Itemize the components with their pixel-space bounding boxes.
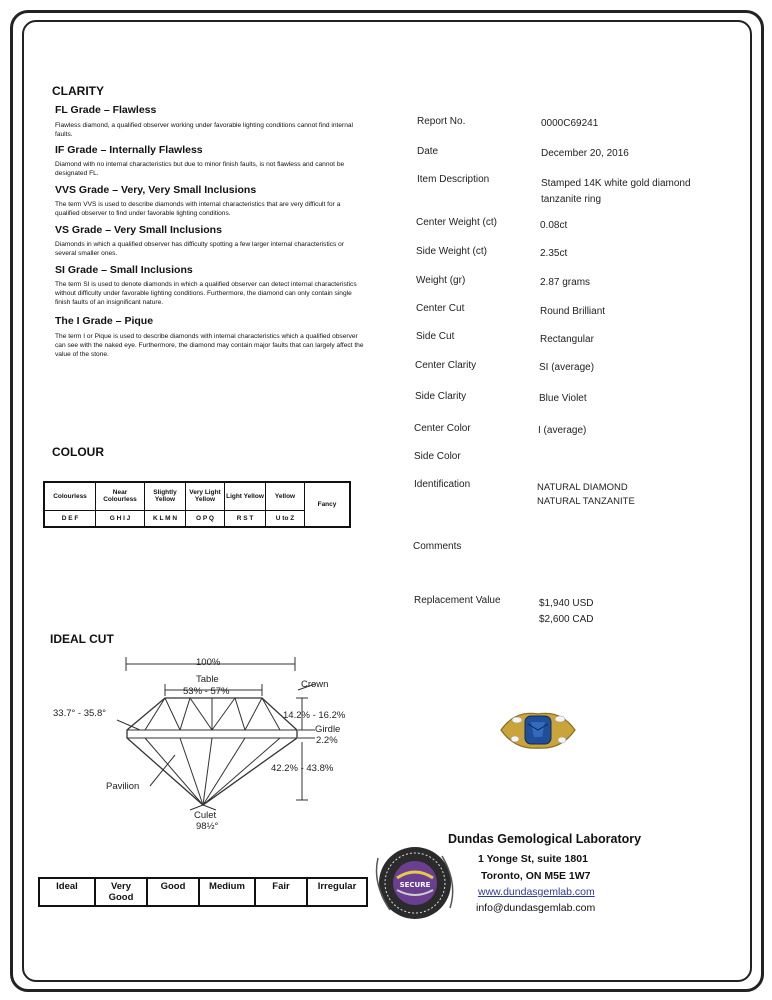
field-label-side-cut: Side Cut bbox=[416, 331, 455, 342]
cut-grade-cell: Ideal bbox=[39, 878, 95, 906]
ring-photo bbox=[495, 700, 581, 756]
seal-text: SECURE bbox=[399, 881, 431, 889]
cut-grade-cell: Good bbox=[147, 878, 199, 906]
colour-col-name: Near Colourless bbox=[96, 482, 145, 510]
clarity-grade-vvs-title: VVS Grade – Very, Very Small Inclusions bbox=[55, 184, 257, 196]
field-value-report-no: 0000C69241 bbox=[541, 118, 599, 129]
field-label-report-no: Report No. bbox=[417, 116, 466, 127]
field-label-center-clarity: Center Clarity bbox=[415, 360, 477, 371]
lab-address-1: 1 Yonge St, suite 1801 bbox=[478, 853, 588, 865]
cut-grade-cell: Fair bbox=[255, 878, 307, 906]
field-label-center-color: Center Color bbox=[414, 423, 471, 434]
field-label-weight: Weight (gr) bbox=[416, 275, 466, 286]
colour-col-codes: K L M N bbox=[145, 510, 186, 527]
field-value-date: December 20, 2016 bbox=[541, 148, 629, 159]
lab-website-link[interactable]: www.dundasgemlab.com bbox=[478, 886, 595, 898]
field-value-identification-2: NATURAL TANZANITE bbox=[537, 496, 635, 507]
clarity-grade-vs-title: VS Grade – Very Small Inclusions bbox=[55, 224, 222, 236]
clarity-grade-if-title: IF Grade – Internally Flawless bbox=[55, 144, 203, 156]
diagram-crown-angle: 33.7° - 35.8° bbox=[53, 708, 107, 719]
field-label-side-clarity: Side Clarity bbox=[415, 391, 467, 402]
field-label-center-cut: Center Cut bbox=[416, 303, 465, 314]
colour-col-name: Very Light Yellow bbox=[186, 482, 225, 510]
field-value-center-weight: 0.08ct bbox=[540, 220, 568, 231]
cut-grade-cell: Very Good bbox=[95, 878, 147, 906]
clarity-grade-si-text: The term SI is used to denote diamonds in which a qualified observer can detect internal characteristics without difficulty under favorable lighting conditions. Furthermore, the diamond can only contain single finish faults of an insignificant nature. bbox=[55, 281, 357, 306]
lab-name: Dundas Gemological Laboratory bbox=[448, 832, 642, 846]
colour-heading: COLOUR bbox=[52, 445, 104, 459]
field-value-side-cut: Rectangular bbox=[540, 334, 594, 345]
lab-email[interactable]: info@dundasgemlab.com bbox=[476, 902, 596, 914]
diagram-crown-height: 14.2% - 16.2% bbox=[283, 710, 346, 721]
clarity-grade-vs-text: Diamonds in which a qualified observer has difficulty spotting a few larger internal characteristics or several smaller ones. bbox=[55, 241, 345, 257]
colour-col-name: Light Yellow bbox=[225, 482, 266, 510]
field-value-replacement-cad: $2,600 CAD bbox=[539, 614, 594, 625]
field-value-side-weight: 2.35ct bbox=[540, 248, 568, 259]
field-label-date: Date bbox=[417, 146, 439, 157]
field-label-side-weight: Side Weight (ct) bbox=[416, 246, 487, 257]
field-label-replacement-value: Replacement Value bbox=[414, 595, 501, 606]
cut-grade-table bbox=[38, 877, 368, 907]
clarity-grade-fl-text: Flawless diamond, a qualified observer working under favorable lighting conditions cannot find internal faults. bbox=[55, 122, 353, 138]
field-label-item-description: Item Description bbox=[417, 174, 490, 185]
field-label-side-color: Side Color bbox=[414, 451, 461, 462]
colour-col-codes: G H I J bbox=[96, 510, 145, 527]
diagram-pavilion-label: Pavilion bbox=[106, 781, 140, 792]
lab-seal-logo bbox=[370, 838, 460, 928]
diagram-crown-label: Crown bbox=[301, 679, 329, 690]
cut-grade-cell: Irregular bbox=[307, 878, 367, 906]
colour-col-name: Fancy bbox=[305, 482, 351, 527]
colour-col-codes: D E F bbox=[44, 510, 96, 527]
field-value-center-cut: Round Brilliant bbox=[540, 306, 606, 317]
field-value-weight: 2.87 grams bbox=[540, 277, 591, 288]
clarity-grade-i-text: The term I or Pique is used to describe diamonds with internal characteristics which a qualified observer can see with the naked eye. Furthermore, the diamond may contain major faults that can largely affect the value of the stone. bbox=[55, 333, 364, 358]
colour-col-name: Slightly Yellow bbox=[145, 482, 186, 510]
diagram-girdle-label: Girdle bbox=[315, 724, 341, 735]
colour-col-codes: O P Q bbox=[186, 510, 225, 527]
clarity-grade-si-title: SI Grade – Small Inclusions bbox=[55, 264, 193, 276]
field-value-replacement-usd: $1,940 USD bbox=[539, 598, 594, 609]
colour-col-name: Yellow bbox=[266, 482, 305, 510]
diagram-pavilion-depth: 42.2% - 43.8% bbox=[271, 763, 334, 774]
cut-grade-cell: Medium bbox=[199, 878, 255, 906]
clarity-heading: CLARITY bbox=[52, 84, 104, 98]
field-label-identification: Identification bbox=[414, 479, 471, 490]
field-label-comments: Comments bbox=[413, 541, 462, 552]
clarity-grade-if-text: Diamond with no internal characteristics but due to minor finish faults, is not flawless and cannot be designated FL. bbox=[55, 161, 345, 177]
colour-col-codes: R S T bbox=[225, 510, 266, 527]
clarity-grade-i-title: The I Grade – Pique bbox=[55, 315, 154, 327]
clarity-grade-fl-title: FL Grade – Flawless bbox=[55, 104, 157, 116]
ideal-cut-heading: IDEAL CUT bbox=[50, 632, 114, 646]
diagram-culet-label: Culet bbox=[194, 810, 217, 821]
field-value-item-description: Stamped 14K white gold diamond tanzanite ring bbox=[541, 178, 691, 205]
diagram-width-label: 100% bbox=[196, 657, 221, 668]
field-label-center-weight: Center Weight (ct) bbox=[416, 217, 497, 228]
diagram-culet-value: 98½° bbox=[196, 821, 219, 832]
diagram-table-label: Table bbox=[196, 674, 219, 685]
field-value-center-clarity: SI (average) bbox=[539, 362, 595, 373]
field-value-center-color: I (average) bbox=[538, 425, 587, 436]
colour-col-codes: U to Z bbox=[266, 510, 305, 527]
field-value-identification: NATURAL DIAMOND bbox=[537, 482, 628, 493]
diagram-table-range: 53% - 57% bbox=[183, 686, 230, 697]
diagram-girdle-pct: 2.2% bbox=[316, 735, 338, 746]
colour-scale-table bbox=[43, 481, 351, 528]
field-value-side-clarity: Blue Violet bbox=[539, 393, 587, 404]
clarity-grade-vvs-text: The term VVS is used to describe diamonds with internal characteristics that are very difficult for a qualified observer to find under favorable lighting conditions. bbox=[55, 201, 341, 217]
colour-col-name: Colourless bbox=[44, 482, 96, 510]
lab-address-2: Toronto, ON M5E 1W7 bbox=[481, 870, 591, 882]
